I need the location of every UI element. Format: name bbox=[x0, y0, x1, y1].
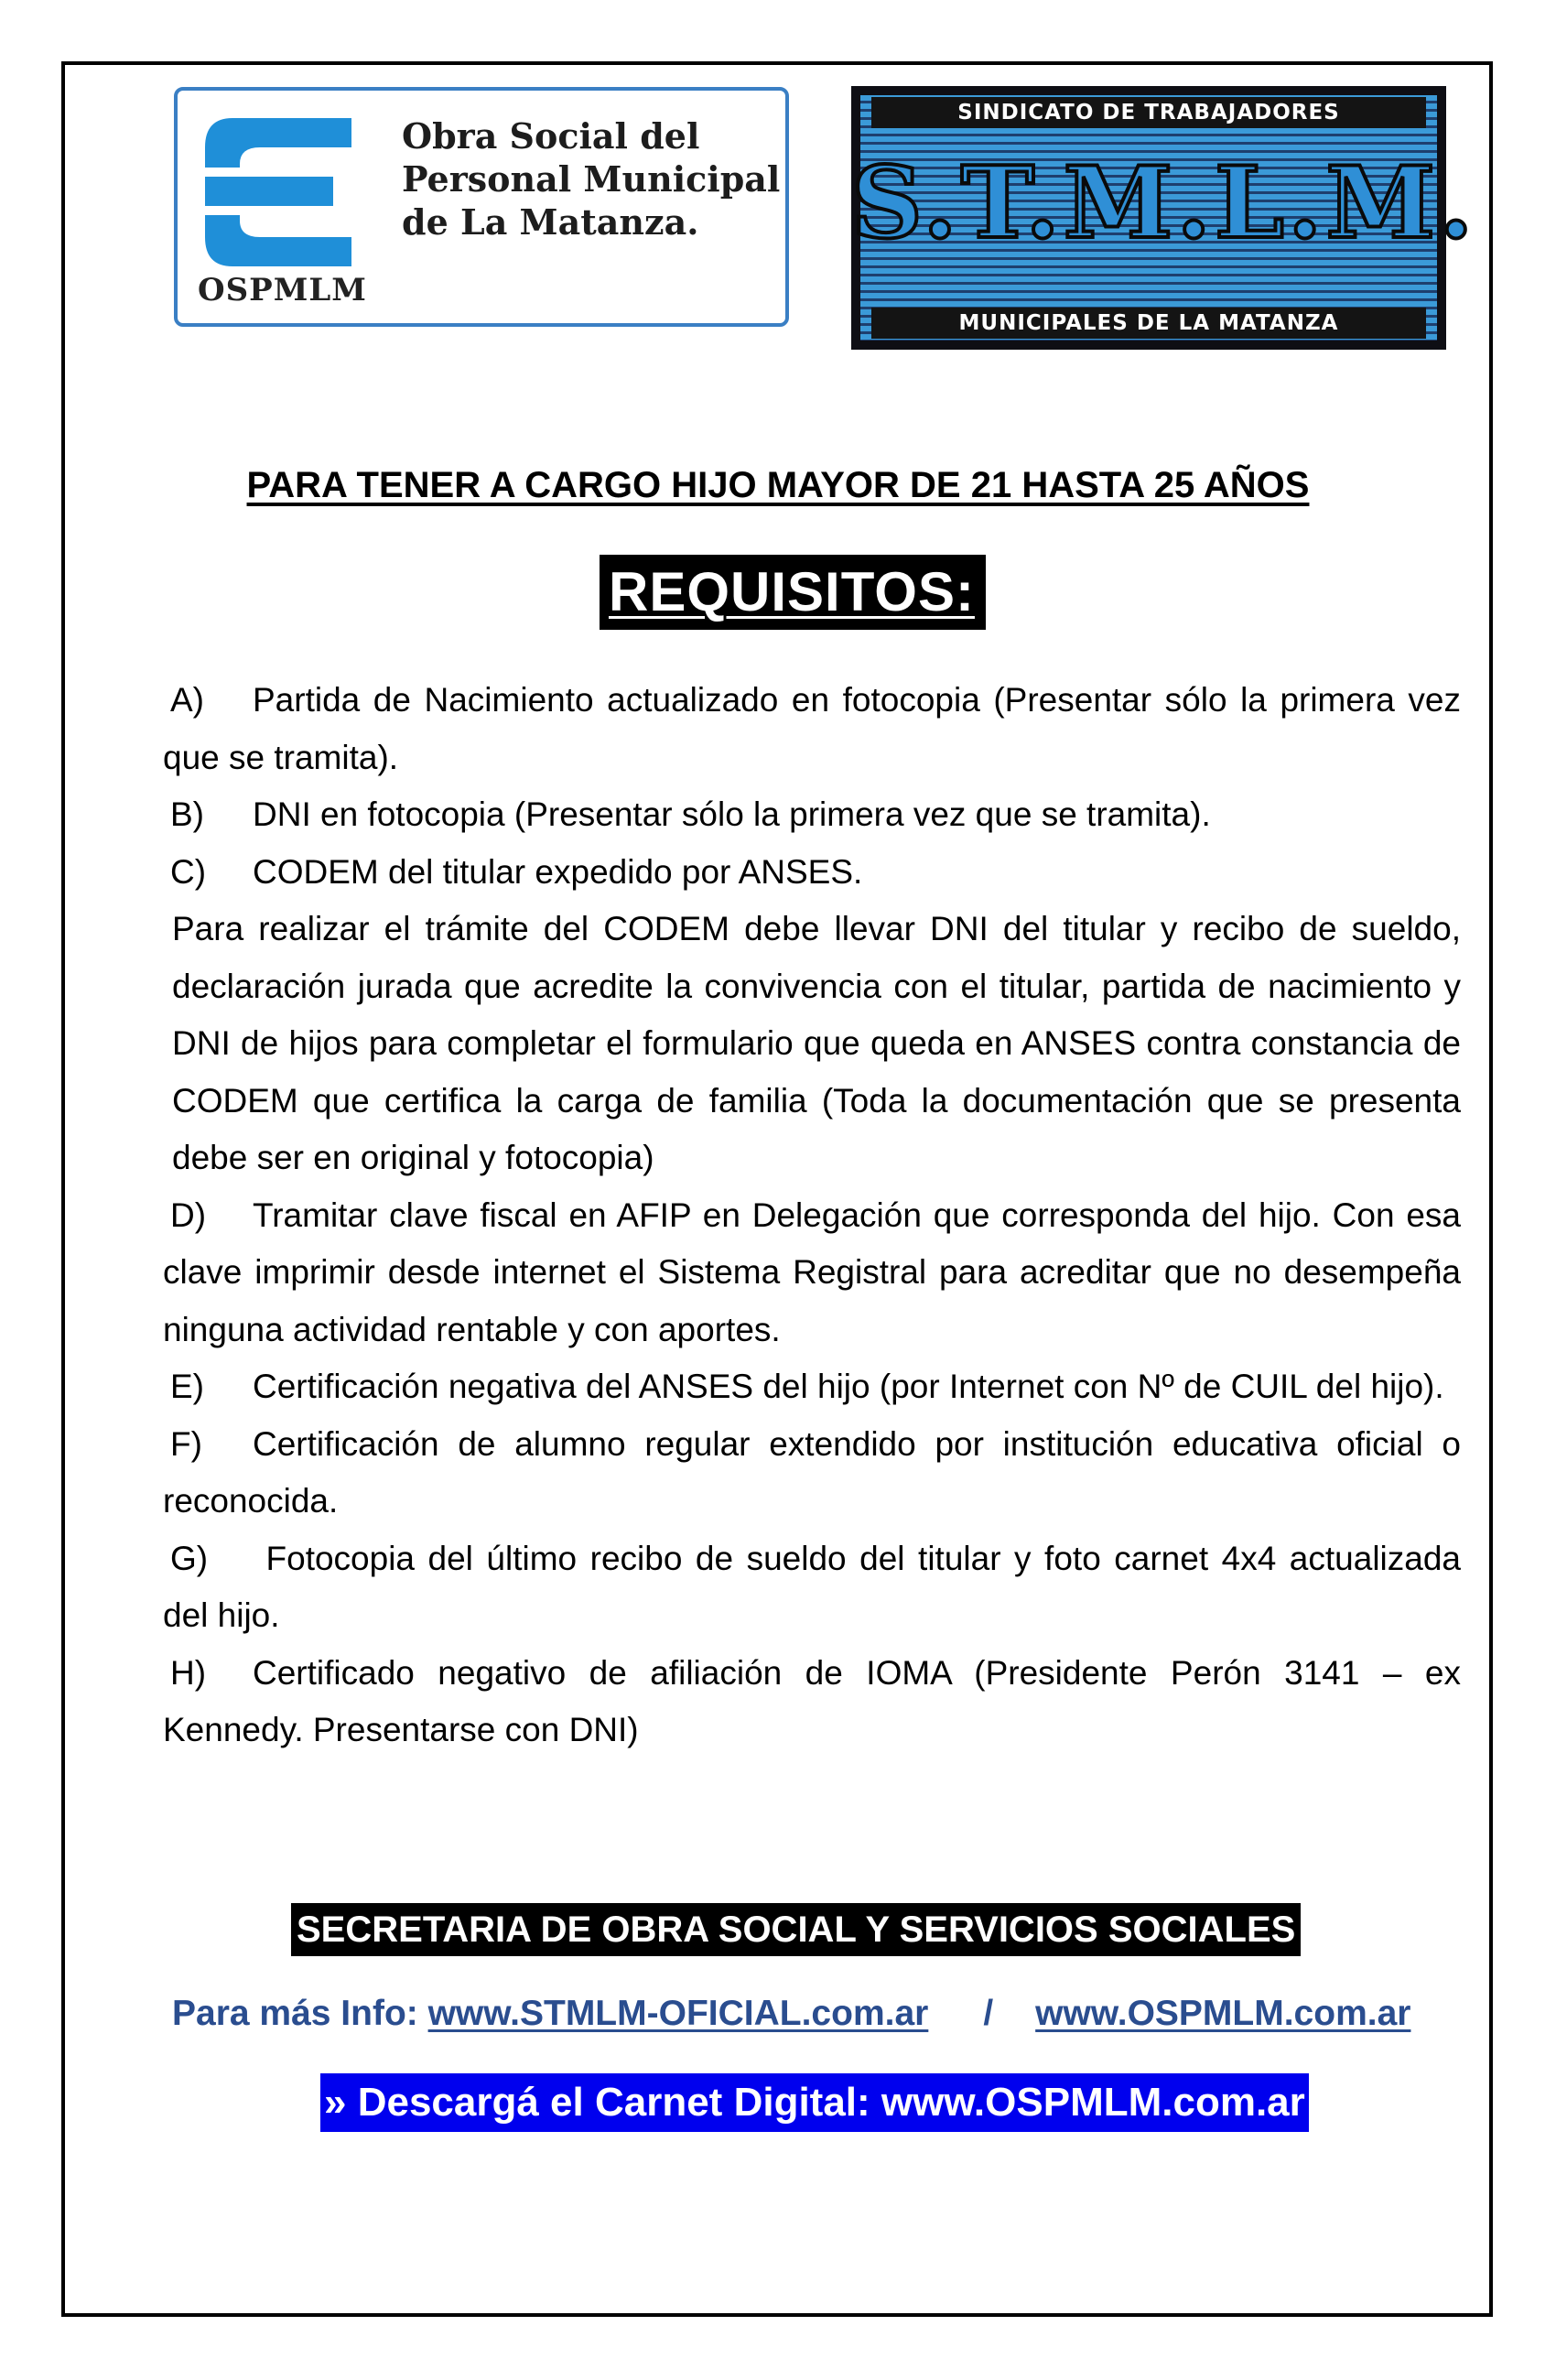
requirement-text: CODEM del titular expedido por ANSES. bbox=[253, 852, 863, 891]
requirement-letter: C) bbox=[170, 852, 207, 891]
requirement-text: Para realizar el trámite del CODEM debe llevar DNI del titular y recibo de sueldo, declaración jurada que acredite la convivencia con el titular, partida de nacimiento y DNI de hijos para completar el formulario que queda en ANSES contra constancia de CODEM que certifica la carga de familia (Toda la documentación que se presenta debe ser en original y fotocopia) bbox=[172, 910, 1461, 1176]
stmlm-website-link[interactable]: www.STMLM-OFICIAL.com.ar bbox=[427, 1994, 929, 2033]
requirement-text: Certificado negativo de afiliación de IOMA (Presidente Perón 3141 – ex Kennedy. Presentarse con DNI) bbox=[163, 1653, 1461, 1748]
stmlm-bottom-band: MUNICIPALES DE LA MATANZA bbox=[871, 308, 1426, 339]
codem-paragraph bbox=[163, 901, 1461, 1187]
stmlm-logo bbox=[851, 86, 1477, 350]
requirement-text: Tramitar clave fiscal en AFIP en Delegación que corresponda del hijo. Con esa clave imprimir desde internet el Sistema Registral para acreditar que no desempeña ninguna actividad rentable y con aportes. bbox=[163, 1195, 1461, 1348]
carnet-digital-banner[interactable]: » Descargá el Carnet Digital: www.OSPMLM.com.ar bbox=[320, 2073, 1309, 2132]
requirement-letter: H) bbox=[170, 1653, 207, 1692]
ospmlm-emblem-icon bbox=[196, 111, 361, 276]
ospmlm-logo bbox=[174, 87, 789, 327]
stmlm-acronym: S.T.M.L.M. bbox=[851, 146, 1477, 261]
requirement-letter: D) bbox=[170, 1195, 207, 1234]
requirement-text: DNI en fotocopia (Presentar sólo la primera vez que se tramita). bbox=[253, 795, 1211, 833]
requirements-list bbox=[163, 672, 1461, 1759]
requirement-a bbox=[163, 672, 1461, 786]
requirement-letter: B) bbox=[170, 795, 204, 833]
secretaria-banner: SECRETARIA DE OBRA SOCIAL Y SERVICIOS SOCIALES bbox=[291, 1903, 1301, 1956]
requirement-h bbox=[163, 1645, 1461, 1759]
ospmlm-website-link[interactable]: www.OSPMLM.com.ar bbox=[1035, 1994, 1411, 2033]
requisitos-heading: REQUISITOS: bbox=[600, 555, 986, 630]
requirement-d bbox=[163, 1187, 1461, 1359]
requirement-text: Fotocopia del último recibo de sueldo del titular y foto carnet 4x4 actualizada del hijo. bbox=[163, 1539, 1461, 1634]
requirement-letter: F) bbox=[170, 1424, 202, 1463]
requirement-f bbox=[163, 1416, 1461, 1531]
info-line bbox=[172, 1994, 1410, 2034]
link-separator: / bbox=[983, 1994, 994, 2033]
requirement-letter: G) bbox=[170, 1539, 209, 1577]
ospmlm-org-name: Obra Social del Personal Municipal de La Matanza. bbox=[402, 115, 781, 243]
requirement-e bbox=[163, 1358, 1461, 1416]
requirement-letter: A) bbox=[170, 681, 204, 719]
requirement-text: Certificación negativa del ANSES del hijo (por Internet con Nº de CUIL del hijo). bbox=[253, 1368, 1444, 1405]
requirement-text: Certificación de alumno regular extendido por institución educativa oficial o reconocida. bbox=[163, 1424, 1461, 1520]
document-title: PARA TENER A CARGO HIJO MAYOR DE 21 HASTA 25 AÑOS bbox=[246, 465, 1310, 505]
requirement-c bbox=[163, 844, 1461, 902]
stmlm-top-band: SINDICATO DE TRABAJADORES bbox=[871, 97, 1426, 128]
requirement-b bbox=[163, 786, 1461, 844]
ospmlm-acronym: OSPMLM bbox=[198, 272, 367, 308]
requirement-g bbox=[163, 1531, 1461, 1645]
requirement-letter: E) bbox=[170, 1368, 204, 1405]
requirement-text: Partida de Nacimiento actualizado en fotocopia (Presentar sólo la primera vez que se tramita). bbox=[163, 681, 1461, 776]
info-label: Para más Info: bbox=[172, 1994, 428, 2033]
